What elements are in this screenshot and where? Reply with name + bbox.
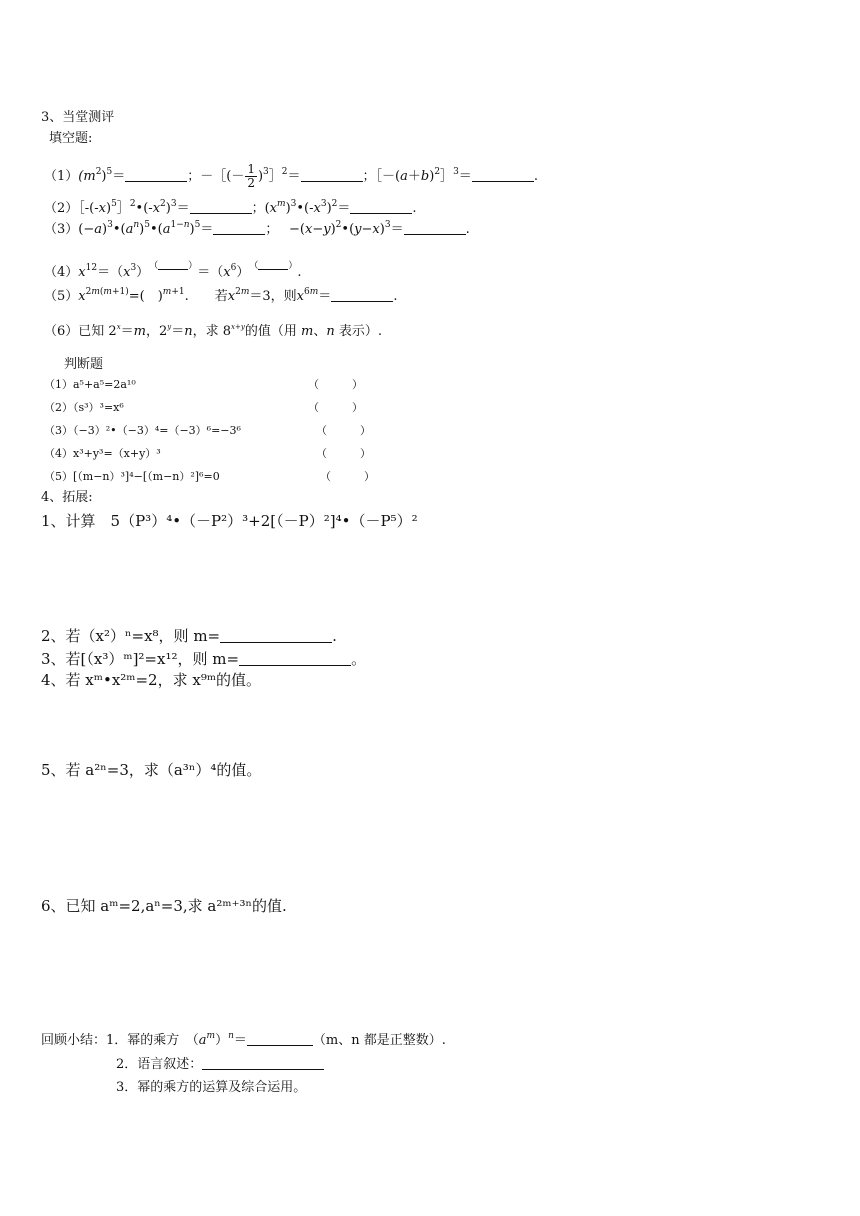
fill-question-6: （6）已知 $2^x=m$，$2^y=n$，求 $8^{x+y}$的值（用 m、n 表示）.: [44, 323, 382, 339]
answer-blank[interactable]: [239, 651, 351, 666]
answer-blank[interactable]: [404, 222, 466, 235]
judge-title: 判断题: [64, 357, 104, 372]
judge-answer-paren[interactable]: （ ）: [316, 447, 371, 460]
judge-answer-paren[interactable]: （ ）: [308, 378, 363, 391]
extension-problem-5: 5、若 a²ⁿ=3，求（a³ⁿ）⁴的值。: [41, 761, 262, 779]
answer-blank[interactable]: [202, 1057, 324, 1070]
section4-title: 4、拓展:: [41, 490, 93, 505]
fill-blank-title: 填空题:: [49, 131, 93, 146]
judge-item-5: （5）[（m−n）³]⁴−[（m−n）²]⁶=0: [44, 470, 220, 483]
answer-blank[interactable]: [247, 1033, 313, 1046]
fill-question-5: $(5)x^{2m(m+1)}=$( )$^{m+1}$. 若$x^{2m}=3$，则$x^{6m}=$ .: [44, 287, 398, 304]
answer-blank[interactable]: [190, 201, 252, 214]
extension-problem-3: 3、若[（x³）ᵐ]²=x¹²，则 m= 。: [41, 650, 367, 668]
section3-title: 3、当堂测评: [41, 110, 115, 125]
answer-blank[interactable]: [301, 169, 363, 182]
answer-blank[interactable]: [350, 201, 412, 214]
judge-item-2: （2）（s³）³=x⁶: [44, 401, 124, 414]
summary-line-3: 3．幂的乘方的运算及综合运用。: [116, 1080, 307, 1095]
answer-blank[interactable]: [220, 628, 332, 643]
summary-line-2: 2．语言叙述：: [116, 1057, 324, 1073]
fraction-one-half: $\frac{1}{2}$: [247, 162, 255, 190]
judge-answer-paren[interactable]: （ ）: [320, 470, 375, 483]
fill-question-2: $(2)[-(-x)^5]^2•(-x^2)^3=$ ；$(x^m)^3•(-x^3)^2=$ .: [44, 199, 417, 216]
answer-blank[interactable]: [125, 169, 187, 182]
answer-blank[interactable]: [472, 169, 534, 182]
fill-question-4: $(4)x^{12}=(x^3)$（ ）$=(x^6)$（ ）.: [44, 261, 302, 280]
judge-item-1: （1）a⁵+a⁵=2a¹⁰: [44, 378, 136, 391]
judge-answer-paren[interactable]: （ ）: [316, 424, 371, 437]
judge-answer-paren[interactable]: （ ）: [308, 401, 363, 414]
answer-blank[interactable]: [258, 261, 288, 270]
summary-line-1: 回顾小结：1．幂的乘方 $(a^m)^n= (m$、n 都是正整数）.: [41, 1031, 446, 1048]
extension-problem-2: 2、若（x²）ⁿ=x⁸，则 m= .: [41, 627, 337, 645]
answer-blank[interactable]: [158, 261, 188, 270]
judge-item-4: （4）x³+y³=（x+y）³: [44, 447, 161, 460]
extension-problem-4: 4、若 xᵐ•x²ᵐ=2，求 x⁹ᵐ的值。: [41, 671, 262, 689]
fill-question-1: $(1)(m^2)^5=$ ；－［(－ $\frac{1}{2}$ )$^3$］$^2$＝ ；$[-(a+b)^2]^3=$ .: [44, 162, 538, 190]
fill-question-3: $(3)(-a)^3•(a^n)^5•(a^{1-n})^5=$ ； $-(x-y)^2•(y-x)^3=$ .: [44, 220, 470, 237]
answer-blank[interactable]: [331, 289, 393, 302]
extension-problem-6: 6、已知 aᵐ=2,aⁿ=3,求 a²ᵐ⁺³ⁿ的值.: [41, 897, 287, 915]
judge-item-3: （3）（−3）²•（−3）⁴=（−3）⁶=−3⁶: [44, 424, 241, 437]
extension-problem-1: 1、计算 5（P³）⁴•（－P²）³+2[（－P）²]⁴•（－P⁵）²: [41, 512, 418, 530]
answer-blank[interactable]: [213, 222, 265, 235]
